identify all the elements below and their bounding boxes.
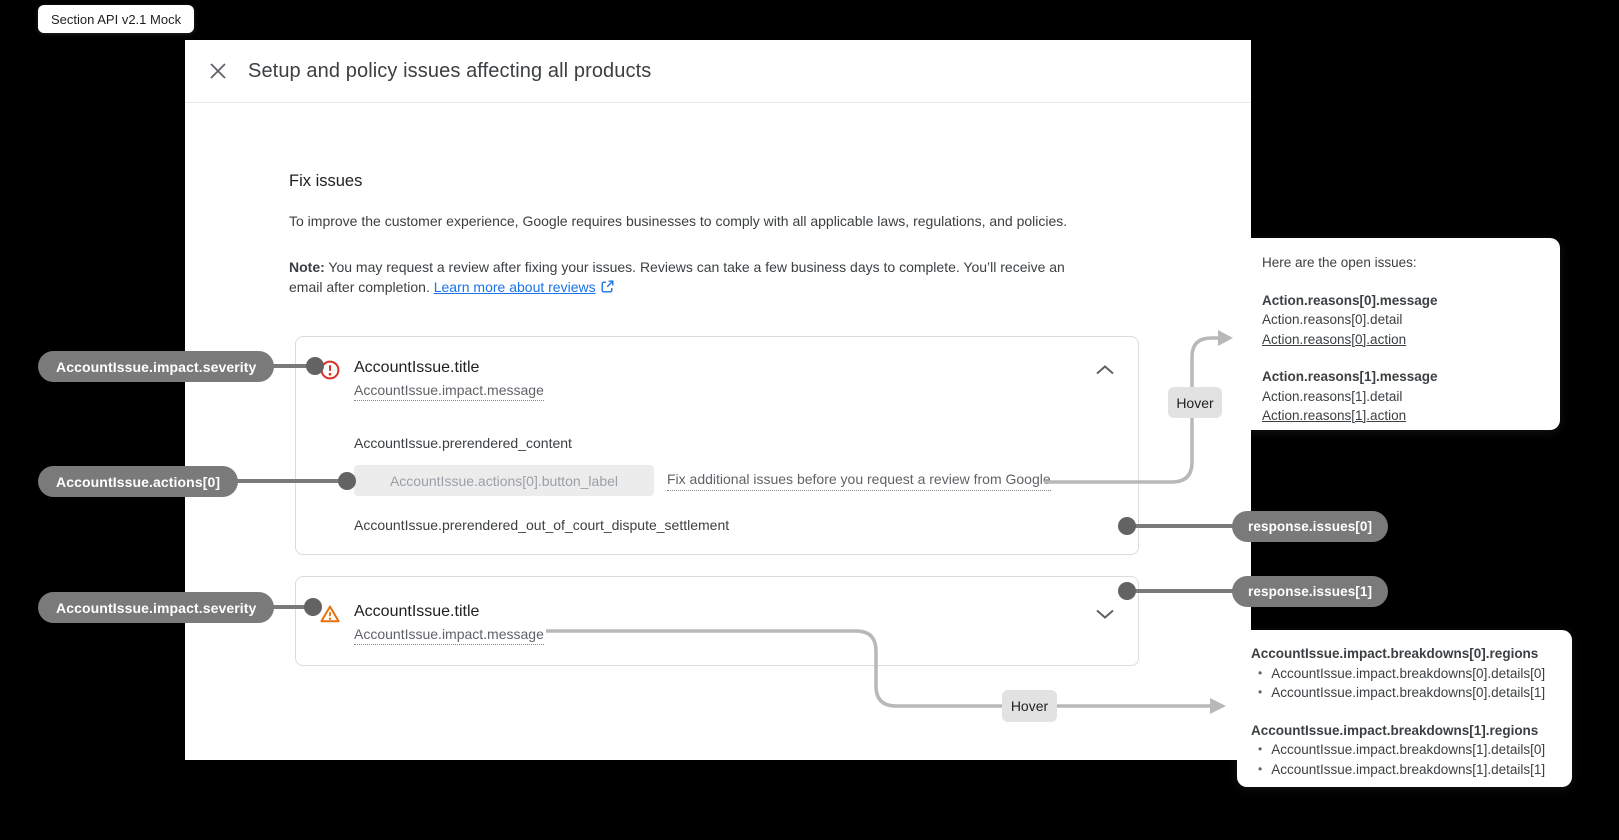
- issues-dialog: [185, 40, 1251, 760]
- intro-text: To improve the customer experience, Google requires businesses to comply with all applicable laws, regulations, and policies.: [289, 213, 1068, 229]
- dialog-header: [185, 40, 1251, 103]
- hover-label-1: Hover: [1168, 387, 1222, 418]
- breakdown-detail-item: [1251, 683, 1560, 703]
- fix-issues-heading: Fix issues: [289, 172, 363, 190]
- breakdown-detail-item: [1251, 740, 1560, 760]
- breakdown-detail: • AccountIssue.impact.breakdowns[0].details[1]: [1271, 685, 1546, 700]
- external-link-icon: [601, 278, 614, 298]
- warning-severity-icon: [320, 604, 340, 624]
- breakdown-detail: • AccountIssue.impact.breakdowns[1].details[1]: [1271, 761, 1546, 777]
- reason-detail: Action.reasons[1].detail: [1262, 388, 1403, 404]
- reason-message: Action.reasons[1].message: [1262, 369, 1438, 384]
- breakdown-detail-item: [1251, 664, 1560, 684]
- reason-message: Action.reasons[0].message: [1262, 292, 1438, 308]
- section-api-mock-badge: Section API v2.1 Mock: [38, 5, 194, 33]
- issue-card-error: [295, 336, 1139, 555]
- annotation-pill-impact-severity-2: AccountIssue.impact.severity: [38, 592, 274, 623]
- actions-row: [354, 465, 1114, 496]
- note-label: Note:: [289, 259, 325, 275]
- breakdown-detail: • AccountIssue.impact.breakdowns[0].details[0]: [1271, 665, 1546, 681]
- learn-more-reviews-link[interactable]: Learn more about reviews: [433, 279, 596, 295]
- note-body: You may request a review after fixing your issues. Reviews can take a few business days to complete. You’ll receive an email after completion.: [289, 259, 1065, 295]
- issue-impact-message[interactable]: AccountIssue.impact.message: [354, 626, 544, 645]
- fix-additional-issues-link[interactable]: Fix additional issues before you request a review from Google: [667, 471, 1051, 491]
- reason-group-0: [1262, 291, 1536, 350]
- hover-label-2: Hover: [1002, 690, 1057, 722]
- breakdown-group-1: [1251, 721, 1560, 780]
- annotation-pill-impact-severity-1: AccountIssue.impact.severity: [38, 351, 274, 382]
- breakdown-detail-item: [1251, 760, 1560, 780]
- breakdown-regions: AccountIssue.impact.breakdowns[1].regions: [1251, 722, 1539, 738]
- reason-group-1: [1262, 367, 1536, 426]
- note-text: [289, 257, 1101, 298]
- annotation-pill-actions-0: AccountIssue.actions[0]: [38, 466, 238, 497]
- prerendered-content: AccountIssue.prerendered_content: [354, 435, 572, 451]
- annotation-pill-response-issues-0: response.issues[0]: [1232, 511, 1388, 542]
- issue-card-warning: [295, 576, 1139, 666]
- reason-action-link[interactable]: Action.reasons[0].action: [1262, 331, 1407, 347]
- expand-button[interactable]: [1096, 602, 1114, 624]
- dialog-content: [185, 103, 1251, 666]
- breakdown-group-0: [1251, 644, 1560, 703]
- tooltip-intro: Here are the open issues:: [1262, 255, 1417, 270]
- close-button[interactable]: [205, 58, 231, 84]
- tooltip-breakdowns: [1237, 630, 1572, 787]
- breakdown-detail: • AccountIssue.impact.breakdowns[1].details[0]: [1271, 742, 1546, 757]
- close-icon: [210, 63, 226, 79]
- annotation-pill-response-issues-1: response.issues[1]: [1232, 576, 1388, 607]
- tooltip-open-issues: [1238, 238, 1560, 430]
- collapse-button[interactable]: [1096, 358, 1114, 380]
- issue-action-button[interactable]: AccountIssue.actions[0].button_label: [354, 465, 654, 496]
- dialog-title: Setup and policy issues affecting all products: [248, 59, 652, 82]
- issue-impact-message[interactable]: AccountIssue.impact.message: [354, 382, 544, 401]
- issue-title: AccountIssue.title: [354, 359, 480, 376]
- prerendered-out-of-court: AccountIssue.prerendered_out_of_court_dispute_settlement: [354, 517, 730, 533]
- issue-title-block: [354, 602, 1096, 645]
- chevron-up-icon: [1096, 365, 1114, 375]
- issue-title-block: [354, 358, 1096, 401]
- reason-action-link[interactable]: Action.reasons[1].action: [1262, 408, 1407, 423]
- error-severity-icon: [320, 360, 340, 380]
- issue-card-warning-header[interactable]: [320, 602, 1114, 645]
- reason-detail: Action.reasons[0].detail: [1262, 312, 1403, 327]
- issue-card-error-header[interactable]: [320, 358, 1114, 401]
- breakdown-regions: AccountIssue.impact.breakdowns[0].regions: [1251, 646, 1539, 661]
- issue-title: AccountIssue.title: [354, 603, 480, 620]
- chevron-down-icon: [1096, 609, 1114, 619]
